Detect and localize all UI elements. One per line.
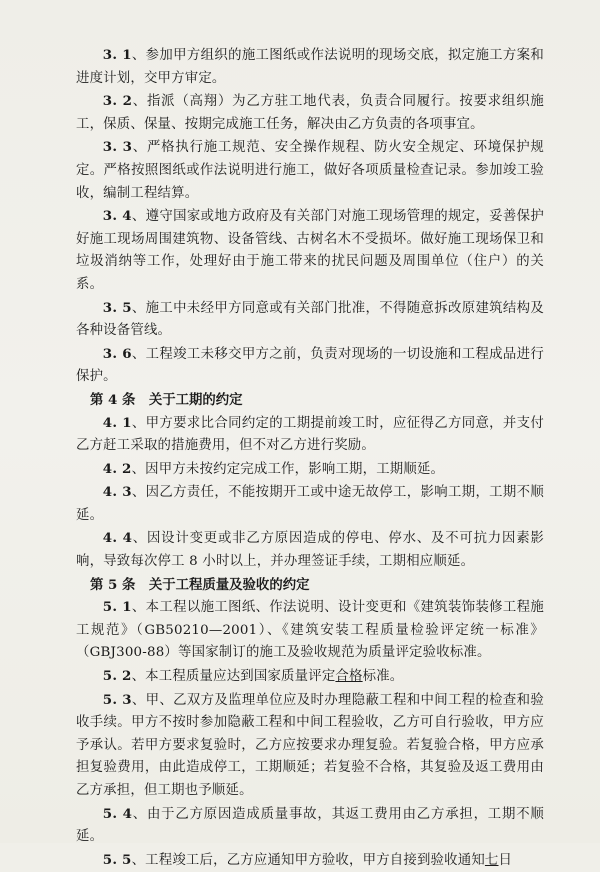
clause-5-1 <box>76 596 544 665</box>
clause-text: 、因乙方责任，不能按期开工或中途无故停工，影响工期，工期不顺延。 <box>76 485 545 523</box>
days-underlined: 七 <box>484 852 499 868</box>
clause-text-tail: 日 <box>498 852 513 868</box>
clause-number: 3. 2 <box>102 93 133 110</box>
section-4-heading: 第 4 条 关于工期的约定 <box>90 391 243 408</box>
clause-text: 、指派（高翔）为乙方驻工地代表，负责合同履行。按要求组织施工，保质、保量、按期完成施工任务，解决由乙方负责的各项事宜。 <box>76 94 544 132</box>
clause-text: 、工程竣工未移交甲方之前，负责对现场的一切设施和工程成品进行保护。 <box>76 346 545 385</box>
clause-3-2 <box>76 90 544 136</box>
clause-4-4 <box>76 527 544 573</box>
clause-number: 5. 4 <box>102 805 133 822</box>
clause-text: 、施工中未经甲方同意或有关部门批准，不得随意拆改原建筑结构及各种设备管线。 <box>76 300 545 339</box>
clause-text: 、由于乙方原因造成质量事故，其返工费用由乙方承担，工期不顺延。 <box>76 806 544 845</box>
clause-text: 、甲方要求比合同约定的工期提前竣工时，应征得乙方同意，并支付乙方赶工采取的措施费用，但不对乙方进行奖励。 <box>76 415 545 454</box>
clause-3-5 <box>76 297 544 343</box>
clause-3-1 <box>76 44 544 90</box>
clause-number: 3. 3 <box>102 139 133 156</box>
clause-3-4 <box>76 205 544 296</box>
clause-number: 3. 4 <box>102 208 132 225</box>
clause-number: 3. 1 <box>102 47 132 63</box>
clause-text: 、因设计变更或非乙方原因造成的停电、停水、及不可抗力因素影响，导致每次停工 8 小时以上，并办理签证手续，工期相应顺延。 <box>76 531 544 570</box>
clause-number: 3. 6 <box>102 345 132 362</box>
clause-5-4 <box>76 803 544 849</box>
clause-text: 、严格执行施工规范、安全操作规程、防火安全规定、环境保护规定。严格按照图纸或作法说明进行施工，做好各项质量检查记录。参加竣工验收，编制工程结算。 <box>76 140 544 201</box>
clause-text-tail: 标准。 <box>362 669 404 685</box>
clause-4-3 <box>76 481 544 527</box>
clause-number: 4. 3 <box>102 484 132 501</box>
clause-text: 、工程竣工后，乙方应通知甲方验收，甲方自接到验收通知 <box>131 852 485 868</box>
clause-text: 、甲、乙双方及监理单位应及时办理隐蔽工程和中间工程的检查和验收手续。甲方不按时参加隐蔽工程和中间工程验收，乙方可自行验收，甲方应予承认。若甲方要求复验时，乙方应按要求办理复验。若复验合格，甲方应承担复验费用，由此造成停工，工期顺延；若复验不合格，其复验及返工费用由乙方承担，但工期也予顺延。 <box>76 692 545 798</box>
clause-number: 5. 1 <box>102 599 132 616</box>
clause-text: 、参加甲方组织的施工图纸或作法说明的现场交底，拟定施工方案和进度计划，交甲方审定。 <box>76 48 545 86</box>
clause-3-3 <box>76 136 544 205</box>
clause-4-2 <box>76 458 544 482</box>
clause-text: 、因甲方未按约定完成工作，影响工期，工期顺延。 <box>131 461 445 477</box>
clause-number: 4. 2 <box>102 460 132 477</box>
clause-number: 5. 5 <box>102 851 132 868</box>
clause-number: 4. 4 <box>102 530 133 547</box>
clause-4-1 <box>76 412 544 458</box>
clause-text: 、本工程以施工图纸、作法说明、设计变更和《建筑装饰装修工程施工规范》（GB50210—2001）、《建筑安装工程质量检验评定统一标准》（GBJ300-88）等国家制订的施工及验收规范为质量评定验收标准。 <box>76 600 545 661</box>
clause-text: 、本工程质量应达到国家质量评定 <box>131 669 336 685</box>
clause-number: 5. 2 <box>102 668 132 685</box>
clause-text: 、遵守国家或地方政府及有关部门对施工现场管理的规定，妥善保护好施工现场周围建筑物、设备管线、古树名木不受损坏。做好施工现场保卫和垃圾消纳等工作，处理好由于施工带来的扰民问题及周围单位（住户）的关系。 <box>76 209 545 292</box>
quality-grade-underlined: 合格 <box>335 669 363 685</box>
clause-number: 3. 5 <box>102 299 132 316</box>
clause-3-6 <box>76 343 544 389</box>
clause-5-2 <box>76 665 544 689</box>
clause-5-5 <box>76 849 544 872</box>
clause-number: 5. 3 <box>102 691 132 708</box>
clause-number: 4. 1 <box>102 414 132 431</box>
clause-5-3 <box>76 689 544 803</box>
section-5-heading: 第 5 条 关于工程质量及验收的约定 <box>90 576 310 593</box>
